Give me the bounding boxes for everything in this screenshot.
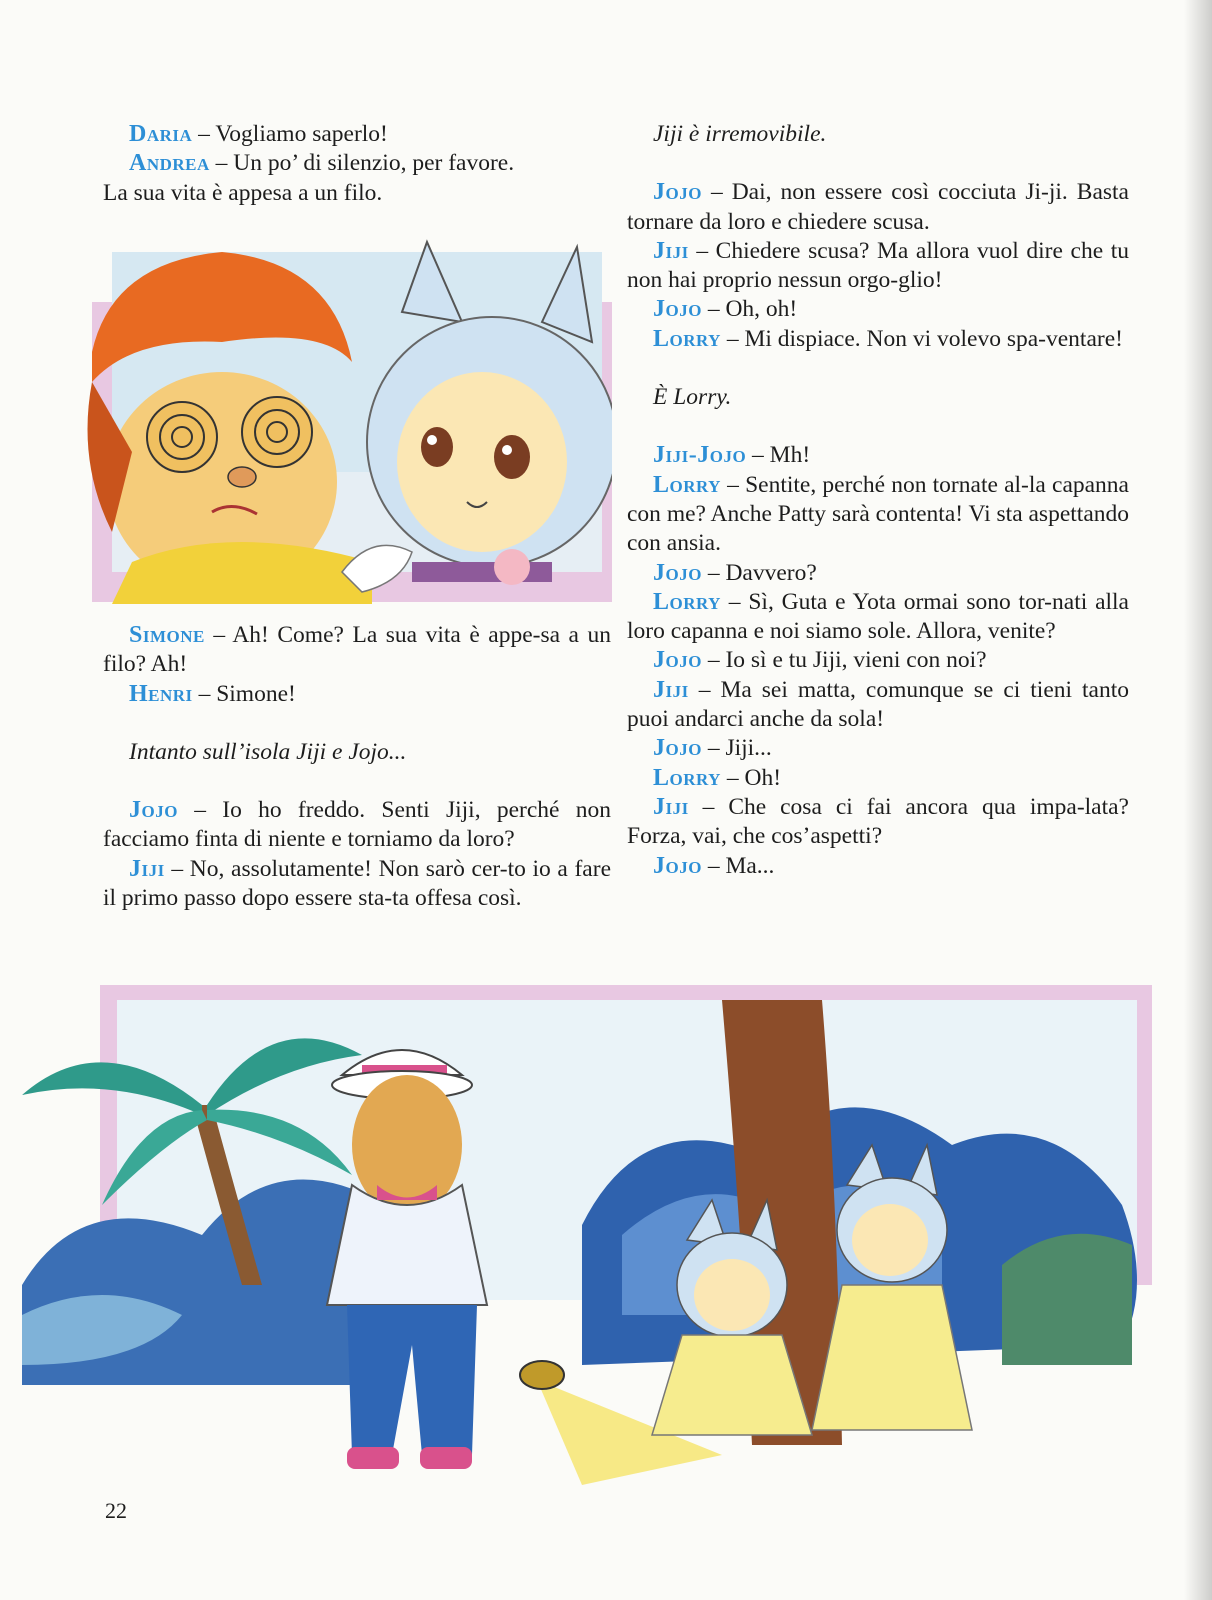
dialogue-line — [627, 441, 1129, 470]
speaker-name: Jiji — [653, 237, 689, 264]
speaker-name: Lorry — [653, 588, 721, 615]
dialogue-text: – No, assolutamente! Non sarò cer-to io a fare il primo passo dopo essere sta-ta offesa così. — [103, 855, 611, 912]
speaker-name: Jiji — [129, 855, 165, 882]
left-column-top — [103, 120, 611, 208]
narration: Intanto sull’isola Jiji e Jojo... — [129, 738, 407, 765]
page-edge-shadow — [1184, 0, 1212, 1600]
dialogue-text: – Sì, Guta e Yota ormai sono tor-nati alla loro capanna e noi siamo sole. Allora, venite? — [627, 588, 1129, 645]
speaker-name: Jojo — [129, 797, 178, 824]
dialogue-line — [103, 149, 611, 178]
page-number: 22 — [105, 1498, 127, 1523]
dialogue-line — [103, 120, 611, 149]
dialogue-line — [627, 734, 1129, 763]
dialogue-text: – Oh! — [720, 764, 782, 791]
narration: Jiji è irremovibile. — [653, 121, 827, 147]
dialogue-text: – Dai, non essere così cocciuta Ji-ji. Basta tornare da loro e chiedere scusa. — [627, 179, 1129, 235]
dialogue-text: – Sentite, perché non tornate al-la capanna con me? Anche Patty sarà contenta! Vi sta aspettando con ansia. — [627, 471, 1129, 557]
speaker-name: Henri — [129, 680, 193, 707]
dialogue-text: – Oh, oh! — [701, 296, 798, 323]
dialogue-text: – Vogliamo saperlo! — [192, 121, 388, 147]
dialogue-line — [627, 325, 1129, 354]
narration: È Lorry. — [653, 384, 732, 411]
dialogue-text: – Simone! — [192, 680, 296, 707]
speaker-name: Simone — [129, 622, 205, 648]
speaker-name: Jiji — [653, 676, 689, 703]
speaker-name: Jojo — [653, 179, 702, 206]
dialogue-line — [627, 852, 1129, 881]
speaker-name: Jiji-Jojo — [653, 442, 747, 469]
dialogue-text: – Io sì e tu Jiji, vieni con noi? — [701, 647, 987, 674]
left-column-bottom — [103, 621, 611, 913]
speaker-name: Jiji — [653, 793, 689, 820]
dialogue-text: – Che cosa ci fai ancora qua impa-lata? Forza, vai, che cos’aspetti? — [627, 793, 1129, 850]
dialogue-line — [627, 471, 1129, 559]
speaker-name: Jojo — [653, 559, 702, 586]
speaker-name: Jojo — [653, 852, 702, 879]
illustration-henri-and-cat — [72, 232, 612, 604]
speaker-name: Lorry — [653, 471, 721, 498]
dialogue-line — [103, 621, 611, 680]
dialogue-line — [103, 855, 611, 914]
speaker-name: Jojo — [653, 735, 702, 762]
dialogue-line — [627, 646, 1129, 675]
dialogue-line — [627, 237, 1129, 296]
dialogue-line — [103, 796, 611, 855]
dialogue-text: – Ah! Come? La sua vita è appe-sa a un filo? Ah! — [103, 622, 611, 678]
dialogue-line — [627, 764, 1129, 793]
dialogue-text: – Io ho freddo. Senti Jiji, perché non facciamo finta di niente e torniamo da loro? — [103, 797, 611, 853]
dialogue-text: – Ma... — [701, 852, 775, 879]
dialogue-text: – Ma sei matta, comunque se ci tieni tanto puoi andarci anche da sola! — [627, 676, 1129, 733]
dialogue-line — [627, 588, 1129, 647]
illustration-island-night-scene — [22, 985, 1152, 1485]
dialogue-text: – Mi dispiace. Non vi volevo spa-ventare! — [720, 325, 1123, 352]
dialogue-text: – Jiji... — [701, 735, 772, 762]
speaker-name: Daria — [129, 121, 193, 147]
dialogue-continuation: La sua vita è appesa a un filo. — [103, 179, 383, 206]
right-column — [627, 120, 1129, 881]
speaker-name: Lorry — [653, 325, 721, 352]
speaker-name: Lorry — [653, 764, 721, 791]
dialogue-text: – Davvero? — [701, 559, 817, 586]
dialogue-line — [627, 676, 1129, 735]
speaker-name: Jojo — [653, 647, 702, 674]
speaker-name: Andrea — [129, 150, 210, 177]
dialogue-text: – Un po’ di silenzio, per favore. — [209, 150, 515, 177]
speaker-name: Jojo — [653, 296, 702, 323]
dialogue-text: – Mh! — [746, 442, 811, 469]
dialogue-line — [627, 793, 1129, 852]
dialogue-text: – Chiedere scusa? Ma allora vuol dire che tu non hai proprio nessun orgo-glio! — [627, 237, 1129, 294]
dialogue-line — [627, 178, 1129, 237]
dialogue-line — [627, 295, 1129, 324]
dialogue-line — [627, 559, 1129, 588]
dialogue-line — [103, 680, 611, 709]
